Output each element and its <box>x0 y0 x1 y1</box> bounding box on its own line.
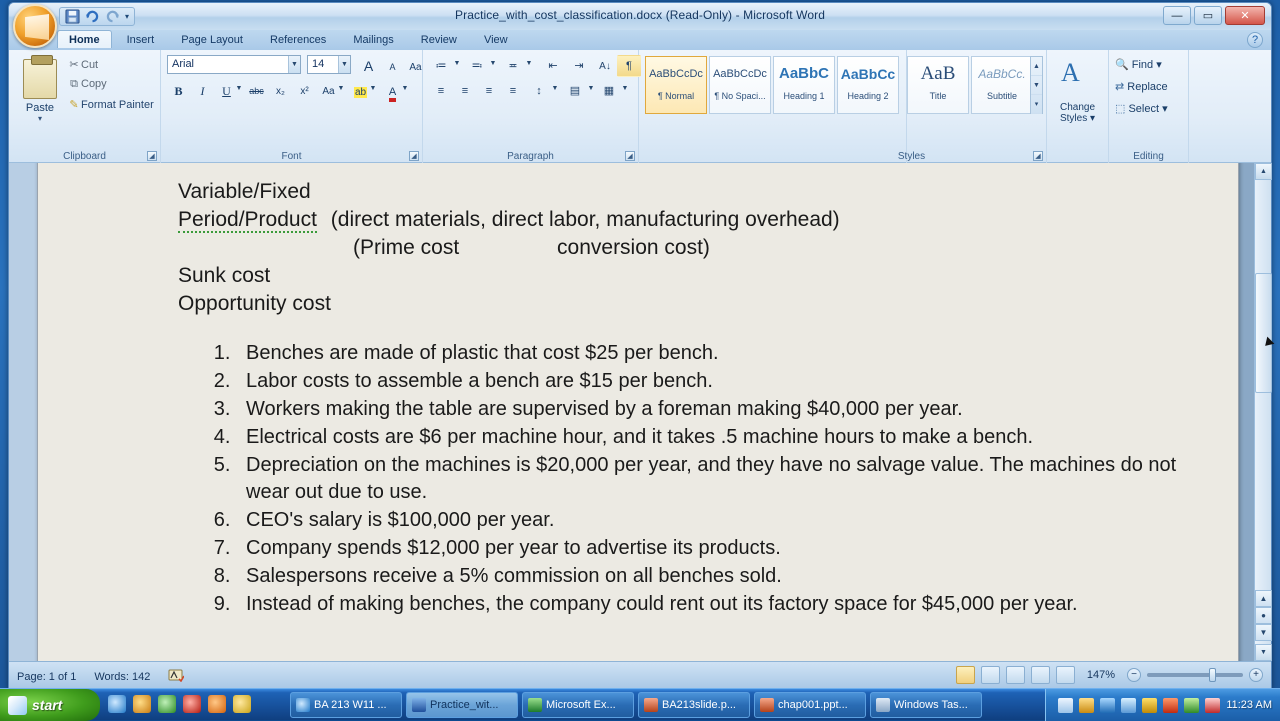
style-normal-preview: AaBbCcDc <box>649 68 703 80</box>
style-heading-2-label: Heading 2 <box>847 91 889 101</box>
zoom-slider[interactable] <box>1147 673 1243 677</box>
qat-more-icon[interactable]: ▾ <box>125 12 130 21</box>
style-subtitle[interactable] <box>971 56 1033 114</box>
styles-scroll-up-icon[interactable]: ▲ <box>1031 57 1042 76</box>
vertical-scrollbar[interactable] <box>1254 163 1271 661</box>
decrease-indent-button[interactable]: ⇤ <box>548 60 558 72</box>
quick-access-toolbar <box>59 7 135 26</box>
powerpoint-icon <box>760 698 774 712</box>
web-layout-view-button[interactable] <box>1006 666 1025 684</box>
change-styles-button[interactable] <box>1047 102 1108 124</box>
font-size-input[interactable]: 14 <box>307 55 351 74</box>
style-normal-label: ¶ Normal <box>657 91 695 101</box>
group-clipboard <box>9 50 161 163</box>
italic-button[interactable]: I <box>200 84 205 98</box>
group-paragraph <box>423 50 639 163</box>
internet-explorer-icon[interactable] <box>108 695 126 713</box>
ribbon-tab-strip <box>9 30 1271 50</box>
format-painter-label: Format Painter <box>81 99 154 111</box>
list-item: 8. Salespersons receive a 5% commission on all benches sold. <box>236 563 1178 590</box>
text-highlight-button[interactable]: ab <box>354 87 367 98</box>
list-item: 7. Company spends $12,000 per year to advertise its products. <box>236 535 1178 562</box>
taskbar-clock[interactable]: 11:23 AM <box>1226 699 1272 711</box>
draft-view-button[interactable] <box>1056 666 1075 684</box>
style-normal[interactable] <box>645 56 707 114</box>
print-layout-view-button[interactable] <box>956 666 975 684</box>
select-browse-object-button[interactable]: ● <box>1255 607 1272 624</box>
style-title-preview: AaB <box>920 63 956 84</box>
replace-label: Replace <box>1127 81 1168 93</box>
style-heading-2-preview: AaBbCc <box>840 66 896 82</box>
list-item: 1. Benches are made of plastic that cost $25 per bench. <box>236 340 1178 367</box>
group-styles <box>639 50 907 163</box>
save-icon[interactable] <box>65 9 80 24</box>
font-dialog-launcher[interactable]: ◢ <box>409 151 419 161</box>
maximize-button[interactable]: ▭ <box>1194 6 1222 25</box>
adobe-reader-icon[interactable] <box>183 695 201 713</box>
borders-button[interactable]: ▦ <box>603 85 615 97</box>
task-button[interactable] <box>406 692 518 718</box>
cut-label: Cut <box>81 59 99 71</box>
window-icon <box>876 698 890 712</box>
increase-indent-button[interactable]: ⇥ <box>574 60 584 72</box>
font-color-dropdown-icon[interactable]: ▼ <box>401 85 409 92</box>
conversion-cost-label: conversion cost) <box>557 236 710 259</box>
subscript-button[interactable]: x₂ <box>276 86 285 97</box>
shading-dropdown-icon[interactable]: ▼ <box>587 85 595 92</box>
superscript-button[interactable]: x² <box>300 86 309 97</box>
prime-cost-label: (Prime cost <box>353 236 460 259</box>
styles-dialog-launcher[interactable]: ◢ <box>1033 151 1043 161</box>
style-title-label: Title <box>929 91 947 101</box>
zoom-level[interactable]: 147% <box>1086 669 1115 681</box>
undo-icon[interactable] <box>85 9 100 24</box>
minimize-button[interactable]: — <box>1163 6 1191 25</box>
shading-button[interactable]: ▤ <box>569 85 581 97</box>
task-label: BA213slide.p... <box>662 699 736 711</box>
style-subtitle-preview: AaBbCc. <box>978 67 1026 81</box>
browser-icon <box>296 698 310 712</box>
styles-group-label: Styles <box>897 151 926 162</box>
bullets-dropdown-icon[interactable]: ▼ <box>453 60 461 67</box>
explorer-icon[interactable] <box>233 695 251 713</box>
bold-button[interactable]: B <box>174 84 183 98</box>
document-page[interactable] <box>37 163 1239 661</box>
tab-view[interactable]: View <box>483 34 508 46</box>
messenger-icon[interactable] <box>158 695 176 713</box>
change-case-dropdown-icon[interactable]: ▼ <box>337 85 345 92</box>
paste-icon <box>23 59 57 99</box>
highlight-dropdown-icon[interactable]: ▼ <box>369 85 377 92</box>
paste-dropdown-arrow[interactable]: ▾ <box>37 114 42 123</box>
zoom-slider-thumb[interactable] <box>1209 668 1216 682</box>
style-heading-1-label: Heading 1 <box>783 91 825 101</box>
font-group-label: Font <box>281 151 302 162</box>
zotero-icon[interactable] <box>1163 698 1178 713</box>
close-button[interactable]: ✕ <box>1225 6 1265 25</box>
task-label: BA 213 W11 ... <box>314 699 387 711</box>
doc-line-2-detail: (direct materials, direct labor, manufacturing overhead) <box>330 208 840 231</box>
select-label: Select ▾ <box>1128 103 1168 115</box>
multilevel-list-button[interactable]: ≖ <box>508 60 518 72</box>
redo-icon[interactable] <box>105 9 120 24</box>
tab-home[interactable]: Home <box>57 30 112 48</box>
styles-more-icon[interactable]: ▾ <box>1031 95 1042 114</box>
replace-button[interactable] <box>1115 80 1168 93</box>
sort-button[interactable]: A↓ <box>599 61 611 72</box>
align-right-button[interactable]: ≡ <box>485 85 493 97</box>
zoom-in-button[interactable]: + <box>1249 668 1263 682</box>
list-item: 2. Labor costs to assemble a bench are $15 per bench. <box>236 368 1178 395</box>
word-window <box>8 2 1272 690</box>
taskbar <box>0 688 1280 720</box>
style-heading-1-preview: AaBbC <box>778 65 829 82</box>
page-indicator[interactable]: Page: 1 of 1 <box>17 670 77 683</box>
tab-review[interactable]: Review <box>420 34 457 46</box>
paste-button[interactable] <box>15 56 65 134</box>
font-size-dropdown-icon[interactable]: ▼ <box>338 56 350 73</box>
binoculars-icon: 🔍 <box>1115 59 1129 71</box>
excel-icon <box>528 698 542 712</box>
copy-button[interactable] <box>67 78 107 91</box>
scroll-up-button[interactable]: ▲ <box>1255 163 1272 180</box>
tab-page-layout[interactable]: Page Layout <box>181 34 243 46</box>
select-button[interactable] <box>1115 102 1168 115</box>
ribbon <box>9 50 1271 163</box>
status-bar <box>9 661 1271 689</box>
task-button[interactable] <box>522 692 634 718</box>
cost-classification-list <box>178 340 1178 618</box>
task-button[interactable] <box>290 692 402 718</box>
numbering-button[interactable]: ≕ <box>471 60 483 72</box>
help-icon[interactable]: ? <box>1247 32 1263 48</box>
document-body[interactable] <box>178 178 1178 619</box>
copy-icon: ⧉ <box>70 78 78 90</box>
font-name-dropdown-icon[interactable]: ▼ <box>288 56 300 73</box>
grow-font-button[interactable]: A <box>363 58 374 74</box>
system-tray <box>1045 689 1280 721</box>
windows-logo-icon <box>8 696 27 715</box>
word-doc-icon <box>412 698 426 712</box>
task-buttons <box>290 692 982 718</box>
change-styles-icon[interactable]: A <box>1061 58 1080 87</box>
justify-button[interactable]: ≡ <box>509 85 517 97</box>
style-no-spacing-label: ¶ No Spaci... <box>714 91 766 101</box>
volume-icon[interactable] <box>1121 698 1136 713</box>
tab-mailings[interactable]: Mailings <box>353 34 394 46</box>
scissors-icon: ✂ <box>69 59 79 71</box>
quick-launch-bar <box>108 695 251 713</box>
clipboard-group-label: Clipboard <box>63 151 106 162</box>
window-title: Practice_with_cost_classification.docx (Read-Only) - Microsoft Word <box>455 8 825 22</box>
list-item: 9. Instead of making benches, the company could rent out its factory space for $45,000 per year. <box>236 591 1178 618</box>
start-label: start <box>32 697 63 713</box>
task-button[interactable] <box>754 692 866 718</box>
start-button[interactable] <box>0 689 100 721</box>
scroll-down-button[interactable]: ▼ <box>1255 644 1272 661</box>
change-styles-line1: Change <box>1059 102 1096 113</box>
multilevel-dropdown-icon[interactable]: ▼ <box>525 60 533 67</box>
align-left-button[interactable]: ≡ <box>437 85 445 97</box>
task-label: Practice_wit... <box>430 699 499 711</box>
font-color-button[interactable]: A <box>381 80 404 102</box>
line-spacing-button[interactable]: ↕ <box>536 85 542 97</box>
style-no-spacing-preview: AaBbCcDc <box>713 68 767 80</box>
previous-page-button[interactable]: ▲ <box>1255 590 1272 607</box>
tab-references[interactable]: References <box>270 34 327 46</box>
underline-dropdown-icon[interactable]: ▼ <box>235 85 243 92</box>
numbering-dropdown-icon[interactable]: ▼ <box>489 60 497 67</box>
zoom-out-button[interactable]: − <box>1127 668 1141 682</box>
styles-scroll-down-icon[interactable]: ▼ <box>1031 76 1042 95</box>
paragraph-dialog-launcher[interactable]: ◢ <box>625 151 635 161</box>
proofing-icon[interactable] <box>168 668 184 685</box>
change-styles-line2: Styles ▾ <box>1059 113 1096 124</box>
group-font <box>161 50 423 163</box>
show-desktop-icon[interactable] <box>1058 698 1073 713</box>
borders-dropdown-icon[interactable]: ▼ <box>621 85 629 92</box>
doc-line-3 <box>178 234 1178 262</box>
underline-button[interactable]: U <box>222 84 231 98</box>
strikethrough-button[interactable]: abc <box>249 86 264 96</box>
clipboard-dialog-launcher[interactable]: ◢ <box>147 151 157 161</box>
powerpoint-icon <box>644 698 658 712</box>
find-label: Find ▾ <box>1131 59 1162 71</box>
select-icon: ⬚ <box>1115 103 1126 115</box>
group-editing <box>1109 50 1189 163</box>
office-button[interactable] <box>13 4 57 48</box>
clear-formatting-button[interactable]: Aa <box>409 62 422 73</box>
document-area[interactable] <box>9 163 1271 661</box>
task-button[interactable] <box>638 692 750 718</box>
mail-icon[interactable] <box>1205 698 1220 713</box>
tab-insert[interactable]: Insert <box>126 34 155 46</box>
format-painter-button[interactable] <box>67 98 154 111</box>
line-spacing-dropdown-icon[interactable]: ▼ <box>551 85 559 92</box>
shrink-font-button[interactable]: A <box>389 62 396 72</box>
paintbrush-icon: ✎ <box>69 99 79 111</box>
task-label: Microsoft Ex... <box>546 699 616 711</box>
shield-icon[interactable] <box>1079 698 1094 713</box>
media-player-icon[interactable] <box>133 695 151 713</box>
antivirus-icon[interactable] <box>1142 698 1157 713</box>
replace-icon: ⇄ <box>1115 81 1125 93</box>
paragraph-group-label: Paragraph <box>507 151 554 162</box>
scroll-thumb[interactable] <box>1255 273 1272 393</box>
show-formatting-marks-button[interactable]: ¶ <box>617 55 641 77</box>
copy-label: Copy <box>81 78 107 90</box>
change-case-button[interactable]: Aa <box>322 86 335 97</box>
list-item: 5. Depreciation on the machines is $20,000 per year, and they have no salvage value. The machines do not wear out due to use. <box>236 452 1178 506</box>
doc-line-1: Variable/Fixed <box>178 180 311 203</box>
list-item: 4. Electrical costs are $6 per machine hour, and it takes .5 machine hours to make a bench. <box>236 424 1178 451</box>
style-no-spacing[interactable] <box>709 56 771 114</box>
doc-line-2-term: Period/Product <box>178 208 317 231</box>
list-item: 6. CEO's salary is $100,000 per year. <box>236 507 1178 534</box>
office-logo-icon <box>25 14 49 40</box>
network-icon[interactable] <box>1100 698 1115 713</box>
align-center-button[interactable]: ≡ <box>461 85 469 97</box>
doc-line-4: Sunk cost <box>178 264 271 287</box>
paste-label: Paste <box>25 102 55 114</box>
title-bar <box>9 3 1271 30</box>
editing-group-label: Editing <box>1133 151 1164 162</box>
styles-gallery-scroll[interactable] <box>1030 56 1043 114</box>
bullets-button[interactable]: ≔ <box>435 60 447 72</box>
list-item: 3. Workers making the table are supervised by a foreman making $40,000 per year. <box>236 396 1178 423</box>
left-margin-strip <box>9 163 37 661</box>
doc-line-5: Opportunity cost <box>178 292 331 315</box>
next-page-button[interactable]: ▼ <box>1255 624 1272 641</box>
group-styles-overflow <box>897 50 1047 163</box>
word-count[interactable]: Words: 142 <box>94 670 151 683</box>
window-controls <box>1163 6 1265 25</box>
find-button[interactable] <box>1115 58 1162 71</box>
style-title[interactable] <box>907 56 969 114</box>
full-screen-reading-view-button[interactable] <box>981 666 1000 684</box>
style-heading-1[interactable] <box>773 56 835 114</box>
firefox-icon[interactable] <box>208 695 226 713</box>
style-subtitle-label: Subtitle <box>986 91 1018 101</box>
cut-button[interactable] <box>67 58 98 71</box>
outline-view-button[interactable] <box>1031 666 1050 684</box>
style-heading-2[interactable] <box>837 56 899 114</box>
updates-icon[interactable] <box>1184 698 1199 713</box>
task-label: chap001.ppt... <box>778 699 848 711</box>
task-button[interactable] <box>870 692 982 718</box>
font-name-input[interactable]: Arial <box>167 55 301 74</box>
task-label: Windows Tas... <box>894 699 968 711</box>
doc-line-2 <box>178 206 1178 234</box>
group-change-styles <box>1047 50 1109 163</box>
